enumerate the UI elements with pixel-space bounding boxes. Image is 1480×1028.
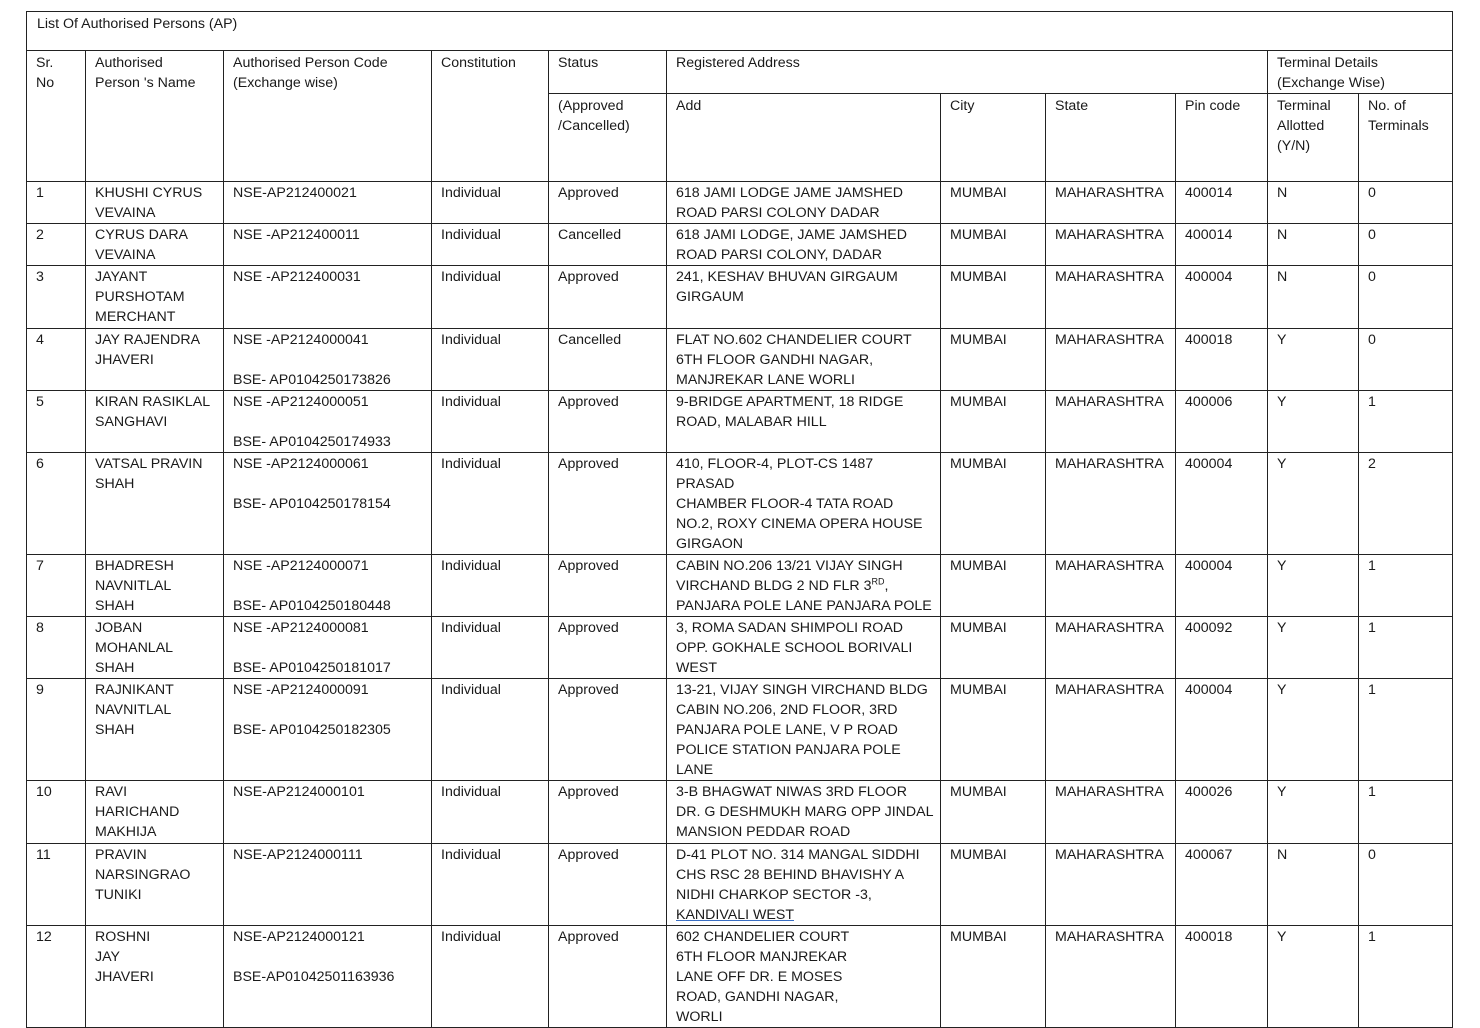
cell-terminals: 0 bbox=[1359, 329, 1453, 391]
table-row bbox=[27, 329, 1453, 391]
cell-terminals: 1 bbox=[1359, 781, 1453, 844]
cell-pin: 400018 bbox=[1176, 926, 1268, 1028]
cell-status: Approved bbox=[549, 679, 667, 781]
add-line-3: PANJARA POLE LANE PANJARA POLE bbox=[676, 598, 932, 614]
cell-city: MUMBAI bbox=[941, 926, 1046, 1028]
add-line-2a: VIRCHAND BLDG 2 ND FLR 3 bbox=[676, 578, 872, 594]
cell-constitution: Individual bbox=[432, 453, 549, 555]
add-line-2 bbox=[676, 576, 934, 596]
cell-name: RAVI HARICHAND MAKHIJA bbox=[86, 781, 224, 844]
header-row-1 bbox=[27, 51, 1453, 94]
cell-code: NSE -AP2124000081 BSE- AP0104250181017 bbox=[224, 617, 432, 679]
cell-city: MUMBAI bbox=[941, 266, 1046, 329]
cell-pin: 400006 bbox=[1176, 391, 1268, 453]
cell-state: MAHARASHTRA bbox=[1046, 224, 1176, 266]
cell-sr: 7 bbox=[27, 555, 86, 617]
cell-pin: 400004 bbox=[1176, 555, 1268, 617]
cell-status: Approved bbox=[549, 926, 667, 1028]
header-no-of-terminals: No. of Terminals bbox=[1359, 94, 1453, 182]
cell-terminals: 1 bbox=[1359, 617, 1453, 679]
header-state: State bbox=[1046, 94, 1176, 182]
header-code: Authorised Person Code (Exchange wise) bbox=[224, 51, 432, 182]
table-body bbox=[27, 12, 1453, 1028]
cell-constitution: Individual bbox=[432, 781, 549, 844]
cell-state: MAHARASHTRA bbox=[1046, 391, 1176, 453]
cell-city: MUMBAI bbox=[941, 182, 1046, 224]
add-superscript: RD bbox=[871, 576, 885, 587]
cell-code: NSE-AP2124000111 bbox=[224, 844, 432, 926]
cell-code: NSE -AP2124000041 BSE- AP0104250173826 bbox=[224, 329, 432, 391]
cell-name: ROSHNI JAY JHAVERI bbox=[86, 926, 224, 1028]
cell-sr: 5 bbox=[27, 391, 86, 453]
cell-name: JAY RAJENDRA JHAVERI bbox=[86, 329, 224, 391]
header-name: Authorised Person 's Name bbox=[86, 51, 224, 182]
cell-constitution: Individual bbox=[432, 266, 549, 329]
cell-terminals: 0 bbox=[1359, 844, 1453, 926]
cell-sr: 6 bbox=[27, 453, 86, 555]
ap-list-document bbox=[26, 11, 1452, 1028]
cell-terminals: 2 bbox=[1359, 453, 1453, 555]
cell-name: BHADRESH NAVNITLAL SHAH bbox=[86, 555, 224, 617]
cell-state: MAHARASHTRA bbox=[1046, 617, 1176, 679]
cell-status: Approved bbox=[549, 617, 667, 679]
cell-allotted: Y bbox=[1268, 679, 1359, 781]
header-status-sub: (Approved /Cancelled) bbox=[549, 94, 667, 182]
cell-add bbox=[667, 844, 941, 926]
cell-add bbox=[667, 555, 941, 617]
cell-constitution: Individual bbox=[432, 391, 549, 453]
cell-name: PRAVIN NARSINGRAO TUNIKI bbox=[86, 844, 224, 926]
cell-add: 13-21, VIJAY SINGH VIRCHAND BLDG CABIN NO.206, 2ND FLOOR, 3RD PANJARA POLE LANE, V P ROAD POLICE STATION PANJARA POLE LANE bbox=[667, 679, 941, 781]
cell-code: NSE -AP2124000071 BSE- AP0104250180448 bbox=[224, 555, 432, 617]
table-row bbox=[27, 453, 1453, 555]
cell-add: 3, ROMA SADAN SHIMPOLI ROAD OPP. GOKHALE SCHOOL BORIVALI WEST bbox=[667, 617, 941, 679]
cell-name: CYRUS DARA VEVAINA bbox=[86, 224, 224, 266]
cell-sr: 4 bbox=[27, 329, 86, 391]
cell-code: NSE -AP2124000091 BSE- AP0104250182305 bbox=[224, 679, 432, 781]
table-title: List Of Authorised Persons (AP) bbox=[27, 12, 1453, 51]
cell-state: MAHARASHTRA bbox=[1046, 453, 1176, 555]
cell-city: MUMBAI bbox=[941, 391, 1046, 453]
table-row bbox=[27, 781, 1453, 844]
header-status: Status bbox=[549, 51, 667, 94]
cell-status: Cancelled bbox=[549, 224, 667, 266]
cell-state: MAHARASHTRA bbox=[1046, 679, 1176, 781]
ap-table bbox=[26, 11, 1453, 1028]
cell-add: 3-B BHAGWAT NIWAS 3RD FLOOR DR. G DESHMUKH MARG OPP JINDAL MANSION PEDDAR ROAD bbox=[667, 781, 941, 844]
header-terminal-details: Terminal Details (Exchange Wise) bbox=[1268, 51, 1453, 94]
cell-constitution: Individual bbox=[432, 844, 549, 926]
cell-state: MAHARASHTRA bbox=[1046, 266, 1176, 329]
cell-pin: 400067 bbox=[1176, 844, 1268, 926]
cell-allotted: Y bbox=[1268, 555, 1359, 617]
cell-status: Approved bbox=[549, 844, 667, 926]
table-row bbox=[27, 182, 1453, 224]
cell-code: NSE -AP212400031 bbox=[224, 266, 432, 329]
table-row bbox=[27, 391, 1453, 453]
cell-terminals: 0 bbox=[1359, 266, 1453, 329]
cell-status: Approved bbox=[549, 781, 667, 844]
header-constitution: Constitution bbox=[432, 51, 549, 182]
cell-constitution: Individual bbox=[432, 679, 549, 781]
cell-pin: 400018 bbox=[1176, 329, 1268, 391]
table-row bbox=[27, 266, 1453, 329]
cell-allotted: N bbox=[1268, 182, 1359, 224]
cell-terminals: 1 bbox=[1359, 679, 1453, 781]
cell-state: MAHARASHTRA bbox=[1046, 182, 1176, 224]
cell-constitution: Individual bbox=[432, 617, 549, 679]
cell-sr: 8 bbox=[27, 617, 86, 679]
table-row bbox=[27, 224, 1453, 266]
header-terminal-allotted: Terminal Allotted (Y/N) bbox=[1268, 94, 1359, 182]
cell-add: 9-BRIDGE APARTMENT, 18 RIDGE ROAD, MALABAR HILL bbox=[667, 391, 941, 453]
table-row bbox=[27, 926, 1453, 1028]
cell-pin: 400004 bbox=[1176, 453, 1268, 555]
cell-city: MUMBAI bbox=[941, 781, 1046, 844]
cell-allotted: Y bbox=[1268, 926, 1359, 1028]
cell-code: NSE -AP2124000061 BSE- AP0104250178154 bbox=[224, 453, 432, 555]
header-pin: Pin code bbox=[1176, 94, 1268, 182]
cell-name: VATSAL PRAVIN SHAH bbox=[86, 453, 224, 555]
cell-name: JAYANT PURSHOTAM MERCHANT bbox=[86, 266, 224, 329]
cell-code: NSE -AP2124000051 BSE- AP0104250174933 bbox=[224, 391, 432, 453]
cell-allotted: N bbox=[1268, 224, 1359, 266]
cell-status: Approved bbox=[549, 266, 667, 329]
cell-allotted: Y bbox=[1268, 329, 1359, 391]
cell-sr: 1 bbox=[27, 182, 86, 224]
cell-terminals: 1 bbox=[1359, 555, 1453, 617]
cell-name: KIRAN RASIKLAL SANGHAVI bbox=[86, 391, 224, 453]
cell-name: JOBAN MOHANLAL SHAH bbox=[86, 617, 224, 679]
cell-name: KHUSHI CYRUS VEVAINA bbox=[86, 182, 224, 224]
cell-status: Approved bbox=[549, 182, 667, 224]
cell-sr: 2 bbox=[27, 224, 86, 266]
cell-terminals: 1 bbox=[1359, 926, 1453, 1028]
cell-sr: 11 bbox=[27, 844, 86, 926]
cell-pin: 400014 bbox=[1176, 182, 1268, 224]
cell-city: MUMBAI bbox=[941, 329, 1046, 391]
cell-terminals: 0 bbox=[1359, 182, 1453, 224]
cell-pin: 400004 bbox=[1176, 266, 1268, 329]
cell-state: MAHARASHTRA bbox=[1046, 926, 1176, 1028]
cell-status: Approved bbox=[549, 555, 667, 617]
cell-code: NSE -AP212400011 bbox=[224, 224, 432, 266]
cell-constitution: Individual bbox=[432, 926, 549, 1028]
cell-state: MAHARASHTRA bbox=[1046, 844, 1176, 926]
cell-city: MUMBAI bbox=[941, 453, 1046, 555]
cell-pin: 400014 bbox=[1176, 224, 1268, 266]
header-registered-address: Registered Address bbox=[667, 51, 1268, 94]
cell-code: NSE-AP2124000101 bbox=[224, 781, 432, 844]
cell-allotted: N bbox=[1268, 844, 1359, 926]
cell-sr: 9 bbox=[27, 679, 86, 781]
cell-sr: 12 bbox=[27, 926, 86, 1028]
cell-add: 618 JAMI LODGE JAME JAMSHED ROAD PARSI COLONY DADAR bbox=[667, 182, 941, 224]
cell-add: 410, FLOOR-4, PLOT-CS 1487 PRASAD CHAMBER FLOOR-4 TATA ROAD NO.2, ROXY CINEMA OPERA HOUSE GIRGAON bbox=[667, 453, 941, 555]
cell-pin: 400026 bbox=[1176, 781, 1268, 844]
cell-constitution: Individual bbox=[432, 224, 549, 266]
cell-status: Cancelled bbox=[549, 329, 667, 391]
cell-sr: 3 bbox=[27, 266, 86, 329]
cell-constitution: Individual bbox=[432, 555, 549, 617]
add-line-2b: , bbox=[884, 578, 889, 594]
cell-city: MUMBAI bbox=[941, 844, 1046, 926]
cell-allotted: Y bbox=[1268, 781, 1359, 844]
table-row bbox=[27, 617, 1453, 679]
cell-state: MAHARASHTRA bbox=[1046, 329, 1176, 391]
cell-city: MUMBAI bbox=[941, 224, 1046, 266]
cell-pin: 400004 bbox=[1176, 679, 1268, 781]
cell-state: MAHARASHTRA bbox=[1046, 781, 1176, 844]
cell-name: RAJNIKANT NAVNITLAL SHAH bbox=[86, 679, 224, 781]
cell-terminals: 0 bbox=[1359, 224, 1453, 266]
header-add: Add bbox=[667, 94, 941, 182]
cell-terminals: 1 bbox=[1359, 391, 1453, 453]
header-sr-no: Sr. No bbox=[27, 51, 86, 182]
cell-city: MUMBAI bbox=[941, 555, 1046, 617]
cell-sr: 10 bbox=[27, 781, 86, 844]
cell-status: Approved bbox=[549, 391, 667, 453]
cell-constitution: Individual bbox=[432, 182, 549, 224]
cell-code: NSE-AP2124000121 BSE-AP01042501163936 bbox=[224, 926, 432, 1028]
cell-pin: 400092 bbox=[1176, 617, 1268, 679]
cell-city: MUMBAI bbox=[941, 617, 1046, 679]
add-lines: D-41 PLOT NO. 314 MANGAL SIDDHI CHS RSC 28 BEHIND BHAVISHY A NIDHI CHARKOP SECTOR -3, bbox=[676, 847, 920, 903]
cell-allotted: Y bbox=[1268, 617, 1359, 679]
title-row bbox=[27, 12, 1453, 51]
cell-city: MUMBAI bbox=[941, 679, 1046, 781]
cell-add: 618 JAMI LODGE, JAME JAMSHED ROAD PARSI COLONY, DADAR bbox=[667, 224, 941, 266]
add-underlined-line: KANDIVALI WEST bbox=[676, 907, 794, 923]
table-row bbox=[27, 555, 1453, 617]
cell-add: 602 CHANDELIER COURT 6TH FLOOR MANJREKAR LANE OFF DR. E MOSES ROAD, GANDHI NAGAR, WORLI bbox=[667, 926, 941, 1028]
cell-constitution: Individual bbox=[432, 329, 549, 391]
header-city: City bbox=[941, 94, 1046, 182]
cell-allotted: Y bbox=[1268, 391, 1359, 453]
cell-state: MAHARASHTRA bbox=[1046, 555, 1176, 617]
table-row bbox=[27, 679, 1453, 781]
cell-allotted: Y bbox=[1268, 453, 1359, 555]
cell-allotted: N bbox=[1268, 266, 1359, 329]
cell-add: 241, KESHAV BHUVAN GIRGAUM GIRGAUM bbox=[667, 266, 941, 329]
cell-code: NSE-AP212400021 bbox=[224, 182, 432, 224]
cell-add: FLAT NO.602 CHANDELIER COURT 6TH FLOOR GANDHI NAGAR, MANJREKAR LANE WORLI bbox=[667, 329, 941, 391]
add-line-1: CABIN NO.206 13/21 VIJAY SINGH bbox=[676, 558, 903, 574]
cell-status: Approved bbox=[549, 453, 667, 555]
table-row bbox=[27, 844, 1453, 926]
